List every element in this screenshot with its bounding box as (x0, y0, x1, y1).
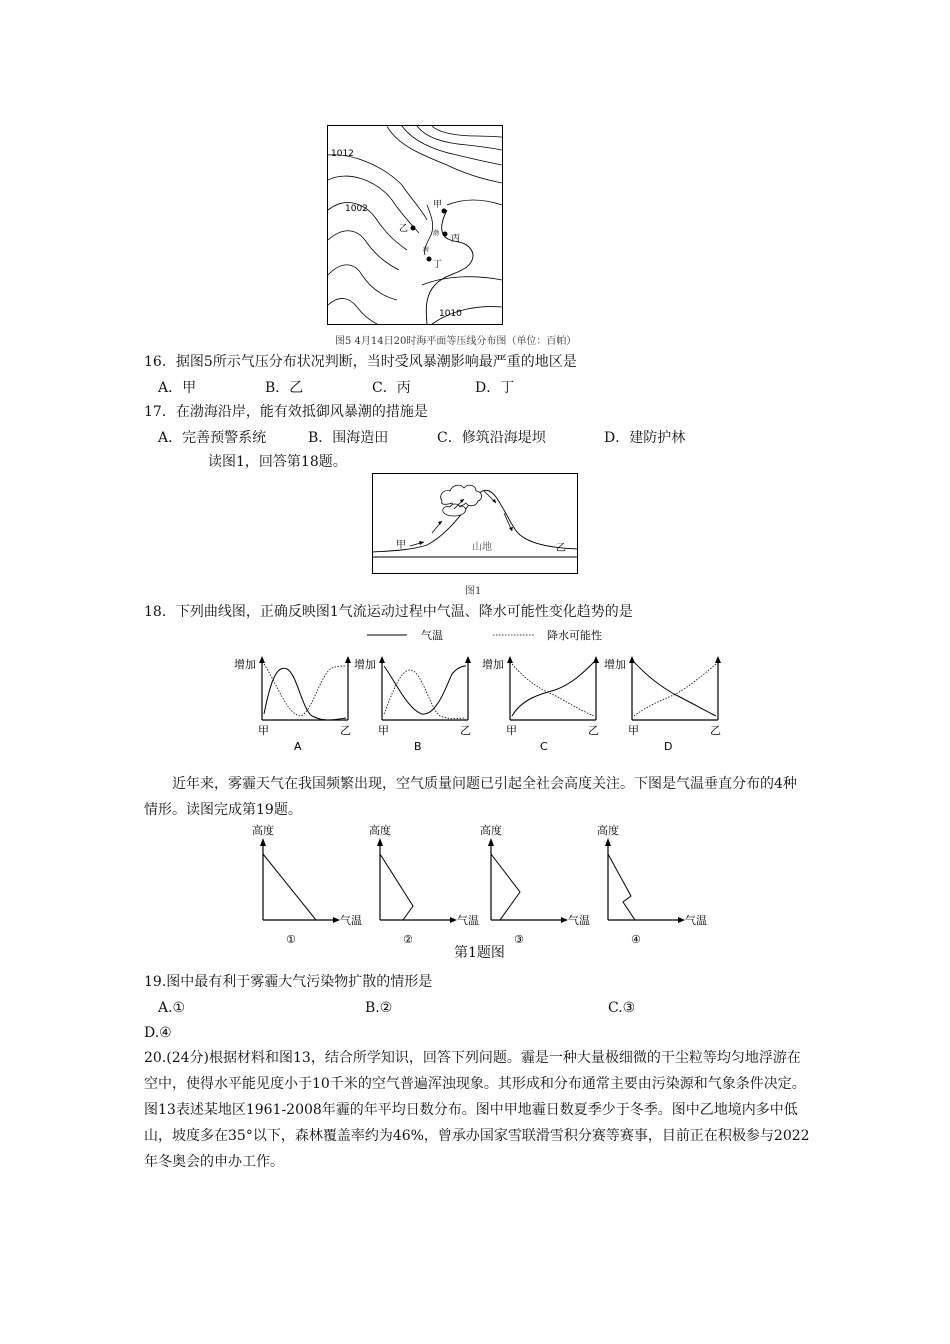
fig19-panel-2 (369, 823, 479, 946)
q19-option-c[interactable]: C.③ (608, 1000, 636, 1016)
q16-option-d[interactable]: D．丁 (475, 380, 515, 396)
label-bing: 丙 (451, 234, 461, 244)
point-jia (442, 209, 447, 214)
fig19-2-label: ② (403, 933, 413, 946)
q17-option-b[interactable]: B．围海造田 (308, 430, 389, 446)
fig19-1-x-label: 气温 (340, 914, 362, 927)
q18-c-y-label: 增加 (482, 658, 504, 671)
isobar-label-1002: 1002 (345, 204, 368, 214)
fig1-label-mountain: 山地 (472, 542, 492, 553)
q18-b-x-start: 甲 (378, 724, 389, 737)
q18-b-x-end: 乙 (460, 724, 471, 737)
q18-panel-c (482, 656, 599, 753)
fig19-3-y-label: 高度 (480, 824, 502, 837)
fig1-label-jia: 甲 (396, 540, 406, 551)
intro19-line1: 近年来，雾霾天气在我国频繁出现，空气质量问题已引起全社会高度关注。下图是气温垂直分布的4种 (172, 776, 797, 792)
fig19-1-label: ① (286, 933, 296, 946)
q18-a-y-label: 增加 (234, 658, 256, 671)
fig19-4-x-label: 气温 (685, 914, 707, 927)
fig19-1-y-label: 高度 (252, 824, 274, 837)
q18-c-x-end: 乙 (588, 724, 599, 737)
q18-a-label: A (294, 740, 302, 753)
isobar-map-svg (327, 125, 503, 325)
q20-line1: 20.(24分)根据材料和图13，结合所学知识，回答下列问题。霾是一种大量极细微的干尘粒等均匀地浮游在 (144, 1050, 801, 1066)
q18-panel-d (604, 656, 721, 753)
q17-option-d[interactable]: D．建防护林 (604, 430, 686, 446)
isobar-label-1012: 1012 (331, 149, 354, 159)
q18-d-y-label: 增加 (604, 658, 626, 671)
q20-line4: 山，坡度多在35°以下，森林覆盖率约为46%，曾承办国家雪联滑雪积分赛等赛事，目前正在积极参与2022 (144, 1128, 810, 1144)
q18-panel-a (234, 656, 351, 753)
q18-d-x-start: 甲 (628, 724, 639, 737)
fig1-label-yi: 乙 (556, 543, 566, 554)
q16-option-c[interactable]: C．丙 (372, 380, 411, 396)
intro19-line2: 情形。读图完成第19题。 (144, 802, 302, 818)
q17-stem: 17．在渤海沿岸，能有效抵御风暴潮的措施是 (144, 404, 428, 420)
label-bo: 渤 (433, 230, 440, 237)
label-ding: 丁 (433, 260, 443, 270)
map-caption: 图5 4月14日20时海平面等压线分布图（单位：百帕） (335, 336, 577, 347)
q18-b-y-label: 增加 (354, 658, 376, 671)
mountain-airflow-figure (372, 473, 578, 574)
read-fig1-prompt: 读图1，回答第18题。 (208, 454, 347, 470)
fig19-4-label: ④ (631, 933, 641, 946)
legend-temp-label: 气温 (421, 629, 443, 642)
fig19-panel-3 (480, 823, 590, 946)
q16-option-b[interactable]: B．乙 (265, 380, 304, 396)
q18-b-label: B (414, 740, 422, 753)
q18-a-x-end: 乙 (340, 724, 351, 737)
point-bing (443, 232, 448, 237)
fig19-3-x-label: 气温 (568, 914, 590, 927)
q18-legend (365, 626, 625, 646)
fig19-panel-4 (597, 823, 707, 946)
fig1-caption: 图1 (465, 586, 482, 597)
point-ding (427, 257, 432, 262)
q17-option-c[interactable]: C．修筑沿海堤坝 (437, 430, 546, 446)
fig19-2-y-label: 高度 (369, 824, 391, 837)
label-jia: 甲 (433, 200, 443, 210)
isobar-label-1010: 1010 (439, 309, 462, 319)
fig19-2-x-label: 气温 (457, 914, 479, 927)
q20-line2: 空中，使得水平能见度小于10千米的空气普遍浑浊现象。其形成和分布通常主要由污染源和气象条件决定。 (144, 1076, 806, 1092)
q19-option-b[interactable]: B.② (365, 1000, 393, 1016)
legend-precip-label: 降水可能性 (547, 629, 602, 642)
q19-stem: 19.图中最有利于雾霾大气污染物扩散的情形是 (144, 974, 433, 990)
q18-stem: 18．下列曲线图，正确反映图1气流运动过程中气温、降水可能性变化趋势的是 (144, 604, 633, 620)
label-hai: 海 (423, 246, 430, 253)
q18-d-label: D (664, 740, 673, 753)
point-yi (411, 226, 416, 231)
q16-option-a[interactable]: A．甲 (158, 380, 197, 396)
label-yi: 乙 (399, 224, 409, 234)
fig19-caption: 第1题图 (454, 945, 505, 961)
q18-c-x-start: 甲 (506, 724, 517, 737)
q18-charts (232, 654, 732, 754)
fig19-3-label: ③ (514, 933, 524, 946)
q20-line5: 年冬奥会的申办工作。 (144, 1154, 284, 1170)
q18-c-label: C (540, 740, 548, 753)
fig19-4-y-label: 高度 (597, 824, 619, 837)
q19-option-a[interactable]: A.① (158, 1000, 186, 1016)
q20-line3: 图13表述某地区1961-2008年霾的年平均日数分布。图中甲地霾日数夏季少于冬季。图中乙地境内多中低 (144, 1102, 798, 1118)
q18-panel-b (354, 656, 471, 753)
fig19-panel-1 (252, 823, 362, 946)
q19-option-d[interactable]: D.④ (144, 1025, 172, 1041)
isobar-map (327, 125, 503, 325)
fig19-profiles (248, 820, 718, 962)
q16-stem: 16．据图5所示气压分布状况判断，当时受风暴潮影响最严重的地区是 (144, 354, 577, 370)
q18-d-x-end: 乙 (710, 724, 721, 737)
q17-option-a[interactable]: A．完善预警系统 (158, 430, 267, 446)
q18-a-x-start: 甲 (258, 724, 269, 737)
